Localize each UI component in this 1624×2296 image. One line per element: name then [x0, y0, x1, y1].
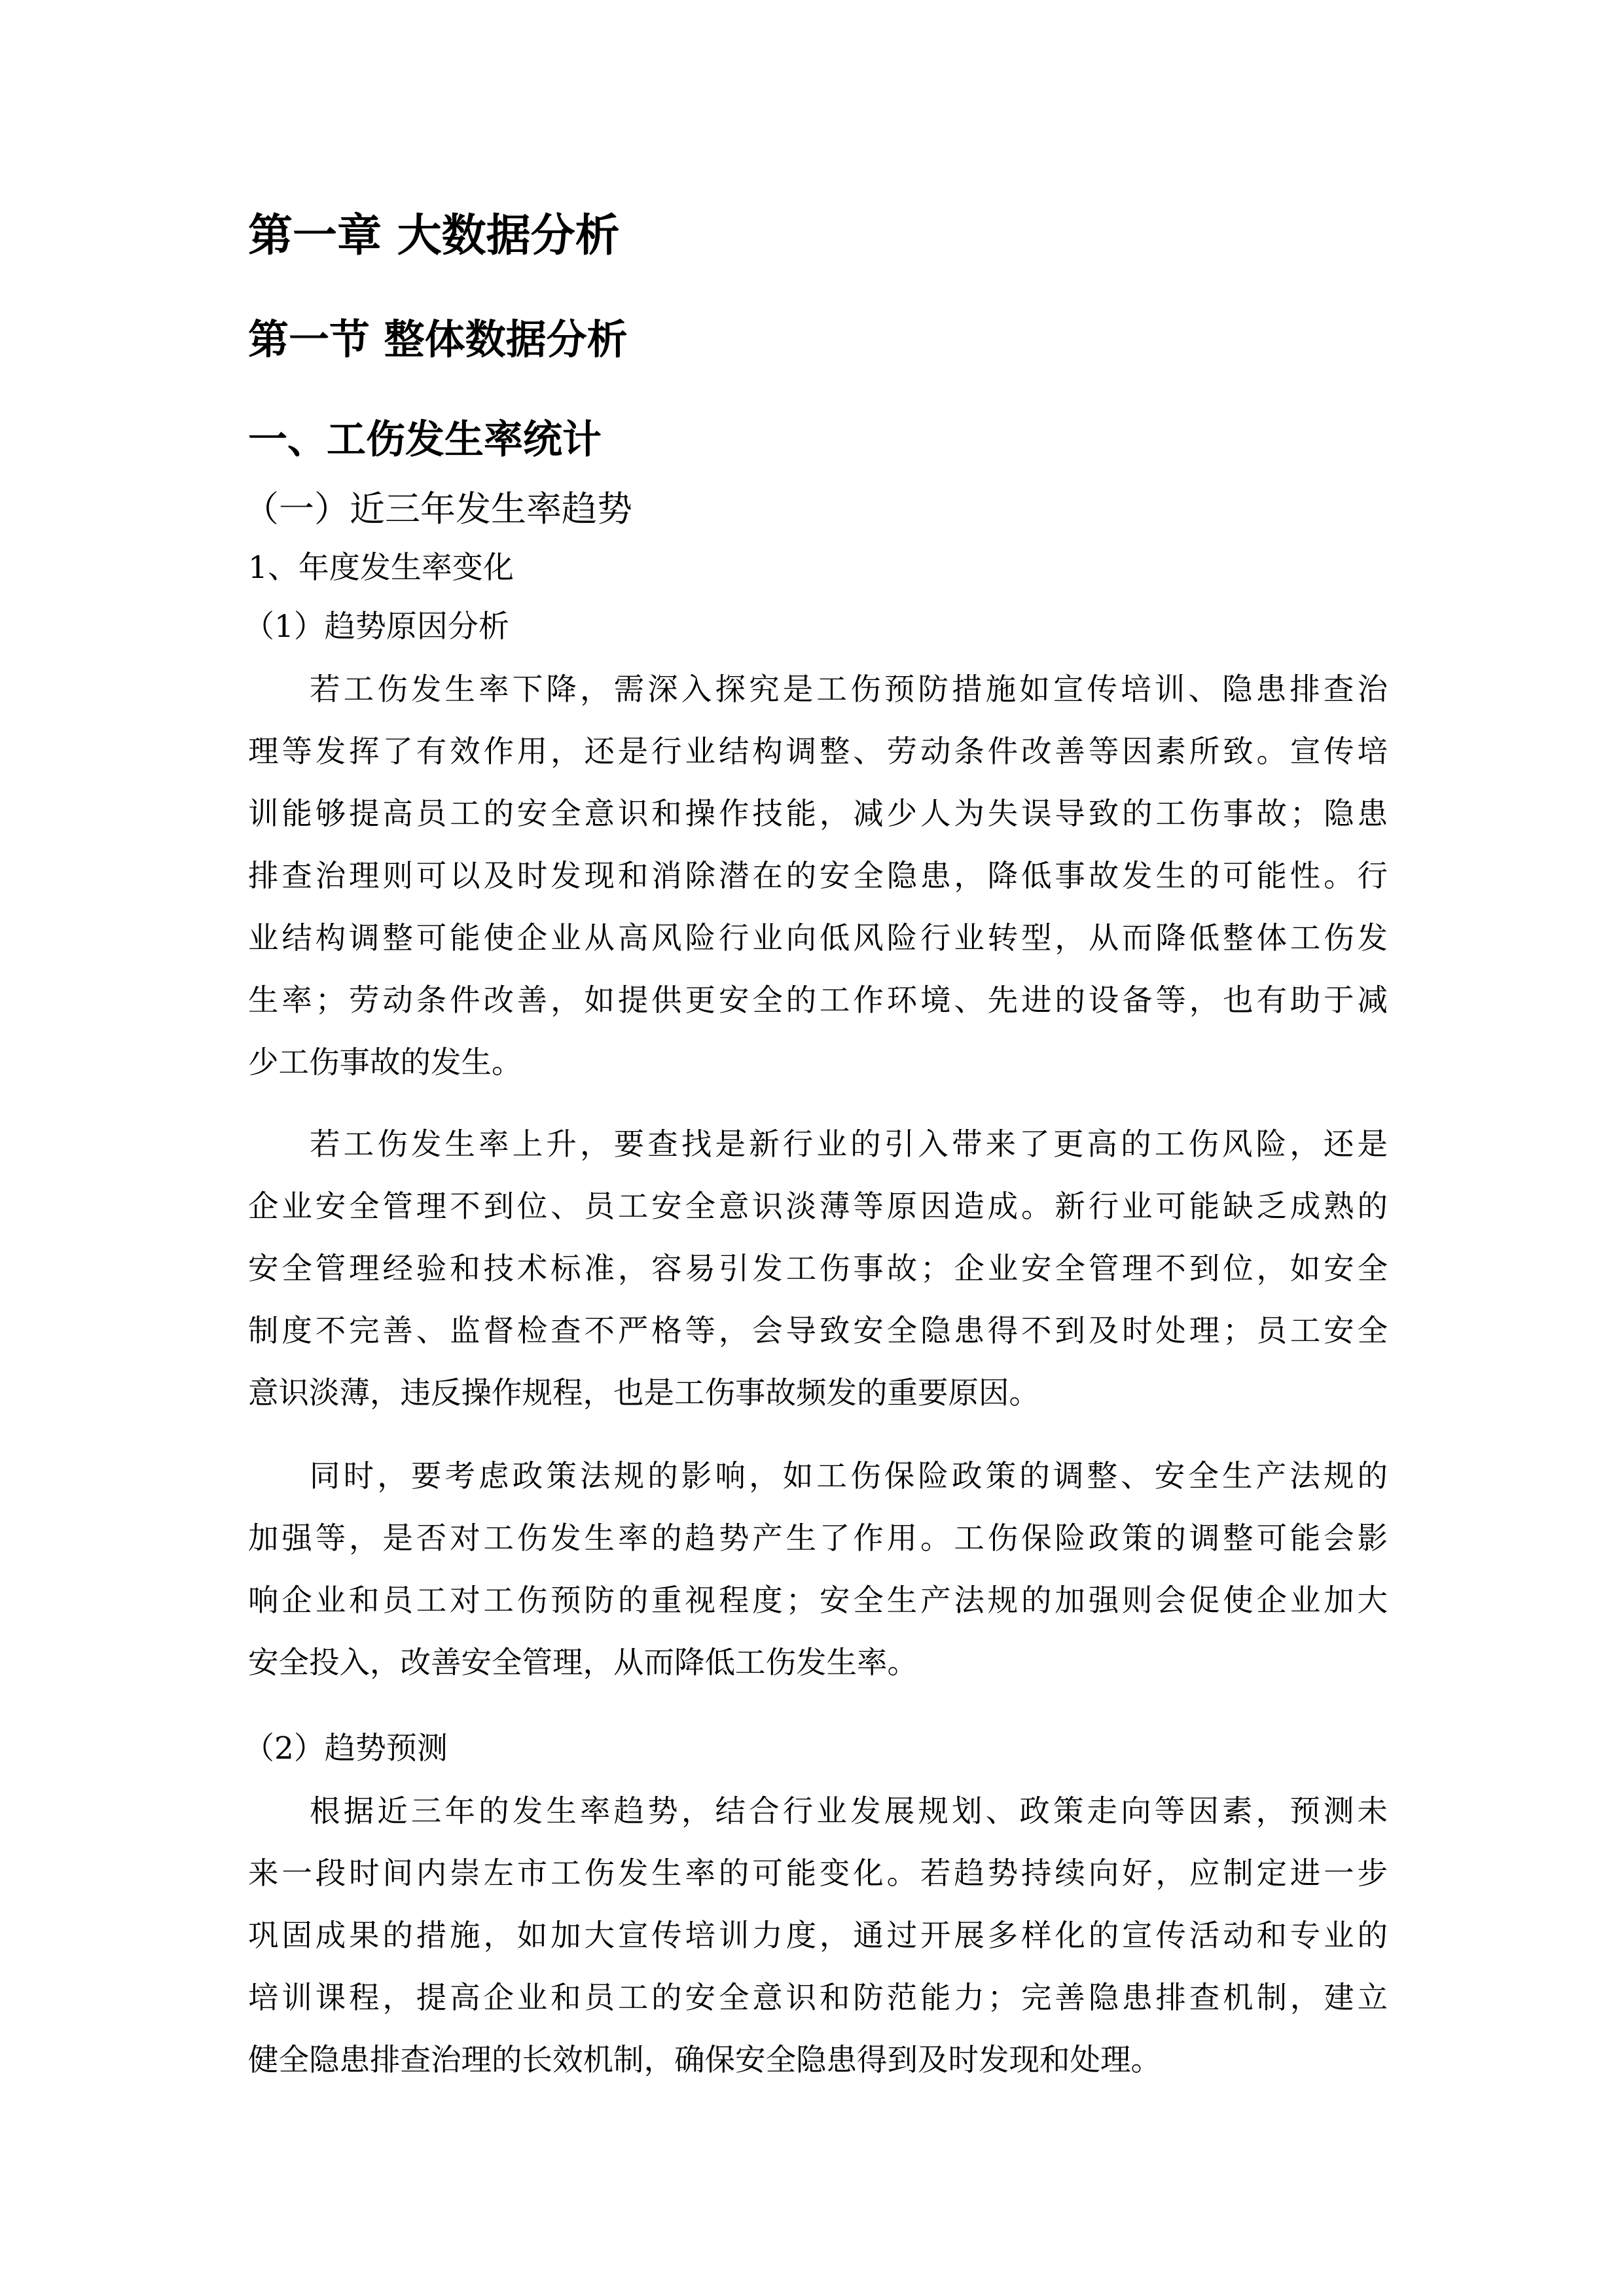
heading-trend-cause-analysis: （1）趋势原因分析: [244, 609, 509, 645]
paragraph-line: 业结构调整可能使企业从高风险行业向低风险行业转型，从而降低整体工伤发: [248, 920, 1388, 956]
paragraph-line: 安全投入，改善安全管理，从而降低工伤发生率。: [248, 1645, 918, 1680]
paragraph-rise-analysis: [248, 1113, 1388, 1424]
paragraph-line: 若工伤发生率上升，要查找是新行业的引入带来了更高的工伤风险，还是: [310, 1126, 1388, 1162]
heading-level-3: 1、年度发生率变化: [248, 550, 514, 586]
paragraph-line: 训能够提高员工的安全意识和操作技能，减少人为失误导致的工伤事故；隐患: [248, 796, 1388, 831]
paragraph-decline-analysis: [248, 658, 1388, 1094]
paragraph-trend-forecast: [248, 1780, 1388, 2091]
paragraph-line: 巩固成果的措施，如加大宣传培训力度，通过开展多样化的宣传活动和专业的: [248, 1918, 1388, 1953]
paragraph-line: 响企业和员工对工伤预防的重视程度；安全生产法规的加强则会促使企业加大: [248, 1583, 1388, 1618]
section-title: 第一节 整体数据分析: [248, 315, 628, 363]
paragraph-line: 来一段时间内崇左市工伤发生率的可能变化。若趋势持续向好，应制定进一步: [248, 1856, 1388, 1891]
paragraph-line: 少工伤事故的发生。: [248, 1045, 522, 1080]
paragraph-line: 企业安全管理不到位、员工安全意识淡薄等原因造成。新行业可能缺乏成熟的: [248, 1189, 1388, 1224]
paragraph-line: 排查治理则可以及时发现和消除潜在的安全隐患，降低事故发生的可能性。行: [248, 858, 1388, 893]
paragraph-line: 意识淡薄，违反操作规程，也是工伤事故频发的重要原因。: [248, 1375, 1039, 1410]
heading-trend-forecast: （2）趋势预测: [244, 1731, 448, 1767]
paragraph-line: 健全隐患排查治理的长效机制，确保安全隐患得到及时发现和处理。: [248, 2042, 1161, 2077]
paragraph-line: 根据近三年的发生率趋势，结合行业发展规划、政策走向等因素，预测未: [310, 1793, 1388, 1829]
paragraph-line: 培训课程，提高企业和员工的安全意识和防范能力；完善隐患排查机制，建立: [248, 1980, 1388, 2015]
paragraph-line: 理等发挥了有效作用，还是行业结构调整、劳动条件改善等因素所致。宣传培: [248, 734, 1388, 769]
paragraph-line: 制度不完善、监督检查不严格等，会导致安全隐患得不到及时处理；员工安全: [248, 1313, 1388, 1348]
heading-level-2: （一）近三年发生率趋势: [244, 488, 632, 529]
chapter-title: 第一章 大数据分析: [248, 210, 620, 262]
heading-level-1: 一、工伤发生率统计: [248, 417, 602, 463]
paragraph-line: 同时，要考虑政策法规的影响，如工伤保险政策的调整、安全生产法规的: [310, 1458, 1388, 1494]
paragraph-line: 若工伤发生率下降，需深入探究是工伤预防措施如宣传培训、隐患排查治: [310, 672, 1388, 707]
paragraph-line: 加强等，是否对工伤发生率的趋势产生了作用。工伤保险政策的调整可能会影: [248, 1520, 1388, 1556]
paragraph-line: 生率；劳动条件改善，如提供更安全的工作环境、先进的设备等，也有助于减: [248, 982, 1388, 1018]
paragraph-policy-influence: [248, 1445, 1388, 1694]
paragraph-line: 安全管理经验和技术标准，容易引发工伤事故；企业安全管理不到位，如安全: [248, 1251, 1388, 1286]
